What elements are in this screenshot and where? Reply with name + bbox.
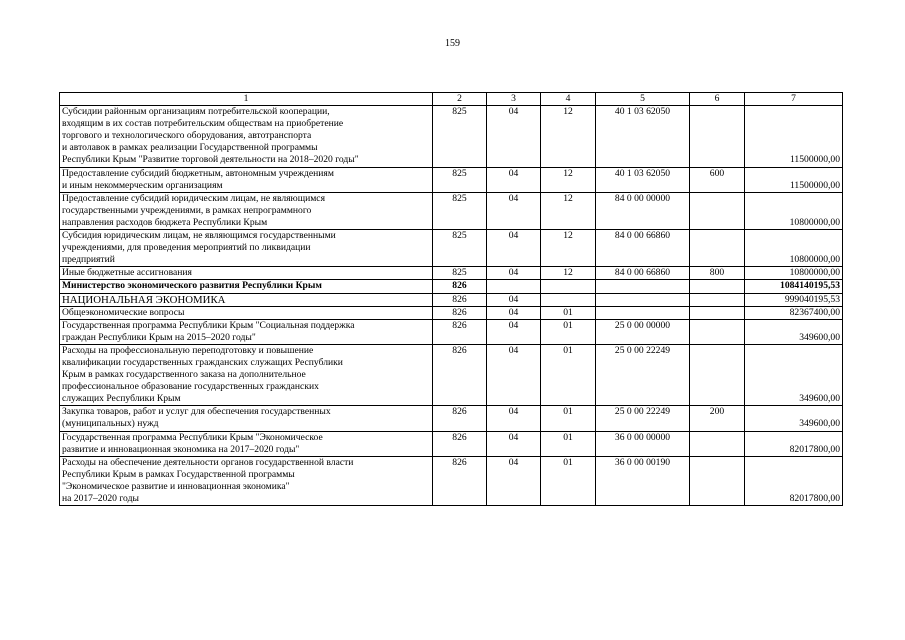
table-row xyxy=(60,192,843,229)
cell-code-section: 04 xyxy=(487,344,541,405)
cell-code-target: 25 0 00 22249 xyxy=(596,406,690,431)
cell-code-section: 04 xyxy=(487,306,541,319)
cell-code-type: 800 xyxy=(690,267,745,280)
cell-code-target: 84 0 00 00000 xyxy=(596,192,690,229)
cell-code-target: 25 0 00 22249 xyxy=(596,344,690,405)
header-cell: 6 xyxy=(690,93,745,106)
cell-code-type xyxy=(690,106,745,167)
cell-code-section: 04 xyxy=(487,406,541,431)
cell-code-section: 04 xyxy=(487,192,541,229)
cell-code-section: 04 xyxy=(487,230,541,267)
cell-amount: 349600,00 xyxy=(745,406,843,431)
cell-code-subsection: 01 xyxy=(541,344,596,405)
header-cell: 4 xyxy=(541,93,596,106)
cell-amount: 349600,00 xyxy=(745,344,843,405)
cell-description: Государственная программа Республики Крым "Социальная поддержка граждан Республики Крым на 2015–2020 годы" xyxy=(60,319,433,344)
cell-amount: 1084140195,53 xyxy=(745,280,843,293)
cell-code-type xyxy=(690,431,745,456)
cell-code-target xyxy=(596,280,690,293)
cell-description: Иные бюджетные ассигнования xyxy=(60,267,433,280)
cell-description: Министерство экономического развития Республики Крым xyxy=(60,280,433,293)
page-number: 159 xyxy=(445,38,460,49)
cell-code-admin: 825 xyxy=(433,106,487,167)
table-header-row xyxy=(60,93,843,106)
cell-description: Предоставление субсидий юридическим лицам, не являющимся государственными учреждениями, в рамках непрограммного направления расходов бюджета Республики Крым xyxy=(60,192,433,229)
header-cell: 2 xyxy=(433,93,487,106)
cell-description: НАЦИОНАЛЬНАЯ ЭКОНОМИКА xyxy=(60,293,433,306)
cell-code-subsection: 12 xyxy=(541,230,596,267)
cell-code-section: 04 xyxy=(487,106,541,167)
cell-code-type xyxy=(690,344,745,405)
cell-code-target: 40 1 03 62050 xyxy=(596,167,690,192)
table-row xyxy=(60,167,843,192)
cell-amount: 10800000,00 xyxy=(745,192,843,229)
cell-description: Закупка товаров, работ и услуг для обеспечения государственных (муниципальных) нужд xyxy=(60,406,433,431)
cell-code-section: 04 xyxy=(487,456,541,505)
cell-code-section: 04 xyxy=(487,267,541,280)
cell-code-subsection: 01 xyxy=(541,406,596,431)
table-row xyxy=(60,319,843,344)
cell-code-subsection xyxy=(541,293,596,306)
cell-code-type: 600 xyxy=(690,167,745,192)
table-row xyxy=(60,344,843,405)
cell-code-admin: 826 xyxy=(433,344,487,405)
cell-code-subsection: 12 xyxy=(541,106,596,167)
cell-code-subsection xyxy=(541,280,596,293)
cell-code-subsection: 01 xyxy=(541,306,596,319)
cell-code-type: 200 xyxy=(690,406,745,431)
table-row xyxy=(60,230,843,267)
cell-code-subsection: 12 xyxy=(541,167,596,192)
cell-code-target: 84 0 00 66860 xyxy=(596,230,690,267)
header-cell: 5 xyxy=(596,93,690,106)
cell-amount: 82017800,00 xyxy=(745,431,843,456)
cell-code-admin: 826 xyxy=(433,456,487,505)
cell-code-type xyxy=(690,293,745,306)
cell-code-section xyxy=(487,280,541,293)
cell-code-admin: 826 xyxy=(433,406,487,431)
cell-code-admin: 826 xyxy=(433,431,487,456)
cell-code-admin: 825 xyxy=(433,192,487,229)
cell-code-type xyxy=(690,230,745,267)
cell-description: Субсидии районным организациям потребительской кооперации, входящим в их состав потребительским обществам на приобретение торгового и технологического оборудования, автотранспорта и автолавок в рамках реализации Государственной программы Республики Крым "Развитие торговой деятельности на 2018–2020 годы" xyxy=(60,106,433,167)
cell-code-section: 04 xyxy=(487,431,541,456)
cell-amount: 349600,00 xyxy=(745,319,843,344)
cell-code-section: 04 xyxy=(487,167,541,192)
table-row xyxy=(60,267,843,280)
cell-description: Общеэкономические вопросы xyxy=(60,306,433,319)
cell-code-subsection: 12 xyxy=(541,192,596,229)
cell-code-target: 84 0 00 66860 xyxy=(596,267,690,280)
cell-description: Предоставление субсидий бюджетным, автономным учреждениям и иным некоммерческим организациям xyxy=(60,167,433,192)
cell-code-subsection: 01 xyxy=(541,319,596,344)
cell-code-admin: 825 xyxy=(433,230,487,267)
cell-description: Расходы на профессиональную переподготовку и повышение квалификации государственных гражданских служащих Республики Крым в рамках государственного заказа на дополнительное профессиональное образование государственных гражданских служащих Республики Крым xyxy=(60,344,433,405)
cell-code-admin: 826 xyxy=(433,306,487,319)
table-row xyxy=(60,406,843,431)
cell-code-target xyxy=(596,293,690,306)
cell-code-admin: 825 xyxy=(433,267,487,280)
table-row xyxy=(60,280,843,293)
cell-code-admin: 826 xyxy=(433,293,487,306)
cell-code-type xyxy=(690,306,745,319)
cell-code-target: 36 0 00 00190 xyxy=(596,456,690,505)
table-row xyxy=(60,456,843,505)
cell-code-type xyxy=(690,319,745,344)
cell-code-type xyxy=(690,456,745,505)
cell-code-target: 25 0 00 00000 xyxy=(596,319,690,344)
cell-code-target xyxy=(596,306,690,319)
budget-table xyxy=(59,92,843,506)
cell-code-target: 40 1 03 62050 xyxy=(596,106,690,167)
cell-amount: 999040195,53 xyxy=(745,293,843,306)
cell-code-target: 36 0 00 00000 xyxy=(596,431,690,456)
header-cell: 7 xyxy=(745,93,843,106)
cell-amount: 82367400,00 xyxy=(745,306,843,319)
cell-code-admin: 825 xyxy=(433,167,487,192)
cell-code-admin: 826 xyxy=(433,280,487,293)
table-row xyxy=(60,293,843,306)
cell-amount: 11500000,00 xyxy=(745,106,843,167)
cell-code-subsection: 12 xyxy=(541,267,596,280)
table-row xyxy=(60,106,843,167)
cell-code-admin: 826 xyxy=(433,319,487,344)
cell-amount: 82017800,00 xyxy=(745,456,843,505)
cell-code-section: 04 xyxy=(487,319,541,344)
cell-amount: 11500000,00 xyxy=(745,167,843,192)
table-row xyxy=(60,431,843,456)
cell-code-subsection: 01 xyxy=(541,456,596,505)
cell-amount: 10800000,00 xyxy=(745,230,843,267)
cell-description: Расходы на обеспечение деятельности органов государственной власти Республики Крым в рамках Государственной программы "Экономическое развитие и инновационная экономика" на 2017–2020 годы xyxy=(60,456,433,505)
cell-amount: 10800000,00 xyxy=(745,267,843,280)
table-row xyxy=(60,306,843,319)
header-cell: 1 xyxy=(60,93,433,106)
cell-description: Государственная программа Республики Крым "Экономическое развитие и инновационная экономика на 2017–2020 годы" xyxy=(60,431,433,456)
cell-code-section: 04 xyxy=(487,293,541,306)
header-cell: 3 xyxy=(487,93,541,106)
cell-code-subsection: 01 xyxy=(541,431,596,456)
cell-description: Субсидия юридическим лицам, не являющимся государственными учреждениями, для проведения мероприятий по ликвидации предприятий xyxy=(60,230,433,267)
cell-code-type xyxy=(690,280,745,293)
cell-code-type xyxy=(690,192,745,229)
